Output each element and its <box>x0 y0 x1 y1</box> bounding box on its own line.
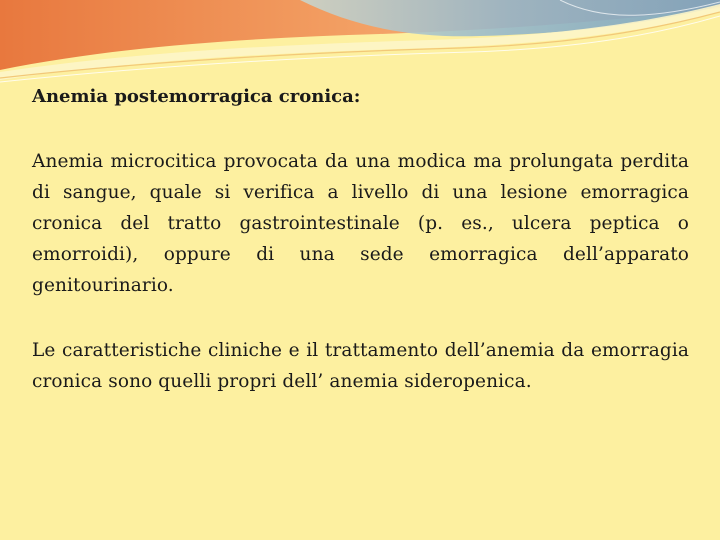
header-wave-decoration <box>0 0 720 90</box>
slide-heading: Anemia postemorragica cronica: <box>32 86 361 107</box>
paragraph-treatment: Le caratteristiche cliniche e il trattamento dell’anemia da emorragia cronica sono quelli propri dell’ anemia sideropenica. <box>32 340 689 392</box>
paragraph-definition: Anemia microcitica provocata da una modica ma prolungata perdita di sangue, quale si verifica a livello di una lesione emorragica cronica del tratto gastrointestinale (p. es., ulcera peptica o emorroidi), oppure di una sede emorragica dell’apparato genitourinario. <box>32 151 689 296</box>
slide-content <box>32 82 689 431</box>
